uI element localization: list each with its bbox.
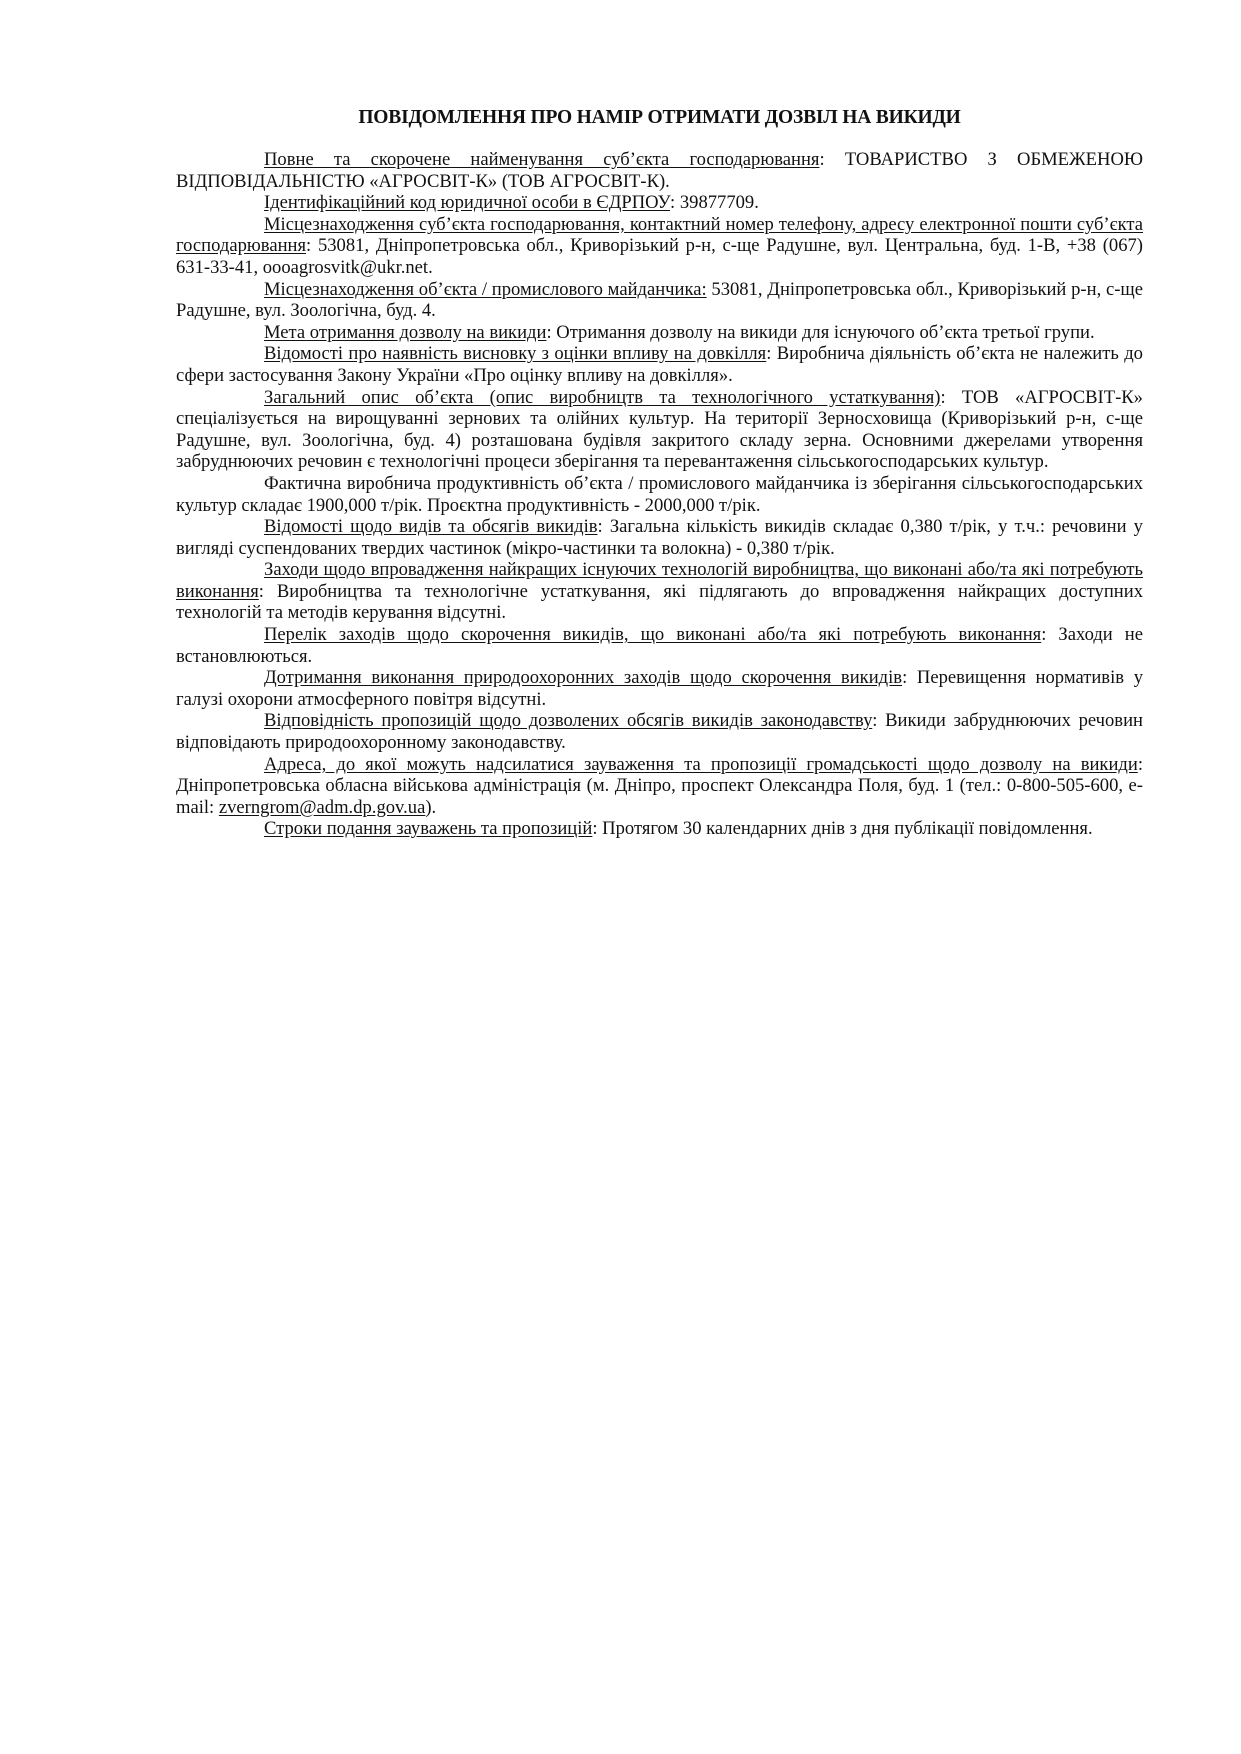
field-label: Відомості щодо видів та обсягів викидів	[264, 516, 598, 538]
paragraph-entity-name	[176, 149, 1143, 192]
field-value: Отримання дозволу на викиди для існуючого об’єкта третьої групи.	[556, 321, 1095, 343]
paragraph-legislation	[176, 710, 1143, 753]
field-value: 53081, Дніпропетровська обл., Криворізький р-н, с-ще Радушне, вул. Центральна, буд. 1-В, +38 (067) 631-33-41, oooagrosvitk@ukr.net.	[176, 235, 1143, 278]
field-label: Строки подання зауважень та пропозицій	[264, 818, 593, 840]
separator: :	[819, 149, 845, 170]
paragraph-purpose	[176, 322, 1143, 344]
paragraph-edrpou	[176, 192, 1143, 214]
separator: :	[597, 516, 610, 538]
field-label: Ідентифікаційний код юридичної особи в ЄДРПОУ	[264, 192, 671, 214]
paragraph-reduction-measures	[176, 624, 1143, 667]
field-value: Виробництва та технологічне устаткування, які підлягають до впровадження найкращих доступних технологій та методів керування відсутні.	[176, 580, 1144, 624]
field-value: Дніпропетровська обласна військова адміністрація (м. Дніпро, проспект Олександра Поля, буд. 1 (тел.: 0-800-505-600, e-mail:	[176, 775, 1143, 818]
field-label: Місцезнаходження об’єкта / промислового майданчика:	[264, 278, 707, 300]
field-label: Повне та скорочене найменування суб’єкта господарювання	[264, 149, 820, 170]
field-value: ТОВ «АГРОСВІТ-К» спеціалізується на вирощуванні зернових та олійних культур. На території Зерносховища (Криворізький р-н, с-ще Радушне, вул. Зоологічна, буд. 4) розташована будівля закритого складу зерна. Основними джерелами утворення забруднюючих речовин є технологічні процеси зберігання та перевантаження сільськогосподарських культур.	[176, 386, 1143, 473]
field-label: Заходи щодо впровадження найкращих існуючих технологій виробництва, що виконані або/та які потребують виконання	[176, 559, 1143, 602]
separator: :	[592, 818, 603, 840]
paragraph-comments-address	[176, 754, 1143, 819]
paragraph-productivity	[176, 473, 1143, 516]
field-value: Протягом 30 календарних днів з дня публікації повідомлення.	[602, 818, 1093, 840]
separator: :	[546, 321, 557, 343]
separator: :	[306, 235, 318, 257]
field-label: Перелік заходів щодо скорочення викидів, що виконані або/та які потребують виконання	[264, 624, 1042, 646]
field-value: Загальна кількість викидів складає 0,380 т/рік, у т.ч.: речовини у вигляді суспендованих твердих частинок (мікро-частинки та волокна) - 0,380 т/рік.	[176, 516, 1143, 559]
field-label: Адреса, до якої можуть надсилатися зауваження та пропозиції громадськості щодо дозволу на викиди	[264, 753, 1138, 775]
field-label: Відомості про наявність висновку з оцінки впливу на довкілля	[264, 343, 767, 365]
paragraph-compliance	[176, 667, 1143, 710]
field-value: Викиди забруднюючих речовин відповідають природоохоронному законодавству.	[176, 710, 1143, 754]
field-value: Фактична виробнича продуктивність об’єкта / промислового майданчика із зберігання сільськогосподарських культур складає 1900,000 т/рік. Проєктна продуктивність - 2000,000 т/рік.	[176, 472, 1143, 516]
paragraph-eia-conclusion	[176, 343, 1143, 386]
field-label: Відповідність пропозицій щодо дозволених обсягів викидів законодавству	[264, 710, 873, 732]
field-value: ТОВАРИСТВО З ОБМЕЖЕНОЮ ВІДПОВІДАЛЬНІСТЮ «АГРОСВІТ-К» (ТОВ АГРОСВІТ-К).	[176, 149, 1143, 192]
separator: :	[670, 192, 680, 214]
separator: :	[872, 710, 886, 732]
paragraph-site-location	[176, 279, 1143, 322]
separator: :	[902, 667, 917, 689]
field-label: Місцезнаходження суб’єкта господарювання, контактний номер телефону, адресу електронної пошти суб’єкта господарювання	[176, 213, 1143, 257]
field-value: Виробнича діяльність об’єкта не належить до сфери застосування Закону України «Про оцінку впливу на довкілля».	[176, 343, 1143, 386]
field-label: Мета отримання дозволу на викиди	[264, 321, 547, 343]
email-link[interactable]: zverngrom@adm.dp.gov.ua	[218, 796, 426, 818]
paragraph-general-description	[176, 387, 1143, 473]
paragraph-deadlines	[176, 818, 1143, 840]
separator: :	[1137, 753, 1143, 775]
field-value-tail: ).	[425, 796, 437, 818]
field-value: Заходи не встановлюються.	[176, 624, 1143, 667]
field-label: Загальний опис об’єкта (опис виробництв та технологічного устаткування)	[264, 386, 941, 408]
document-page	[176, 105, 1143, 840]
separator: :	[258, 580, 277, 602]
document-title: ПОВІДОМЛЕННЯ ПРО НАМІР ОТРИМАТИ ДОЗВІЛ НА ВИКИДИ	[358, 107, 961, 128]
separator: :	[766, 343, 777, 365]
field-value: Перевищення нормативів у галузі охорони атмосферного повітря відсутні.	[176, 667, 1143, 710]
paragraph-emission-volumes	[176, 516, 1143, 559]
paragraph-best-technologies	[176, 559, 1143, 624]
paragraph-entity-location	[176, 214, 1143, 279]
field-value: 53081, Дніпропетровська обл., Криворізький р-н, с-ще Радушне, вул. Зоологічна, буд. 4.	[176, 278, 1143, 322]
separator: :	[1041, 624, 1059, 646]
separator: :	[940, 386, 962, 408]
field-label: Дотримання виконання природоохоронних заходів щодо скорочення викидів	[264, 667, 903, 689]
field-value: 39877709.	[679, 192, 759, 214]
